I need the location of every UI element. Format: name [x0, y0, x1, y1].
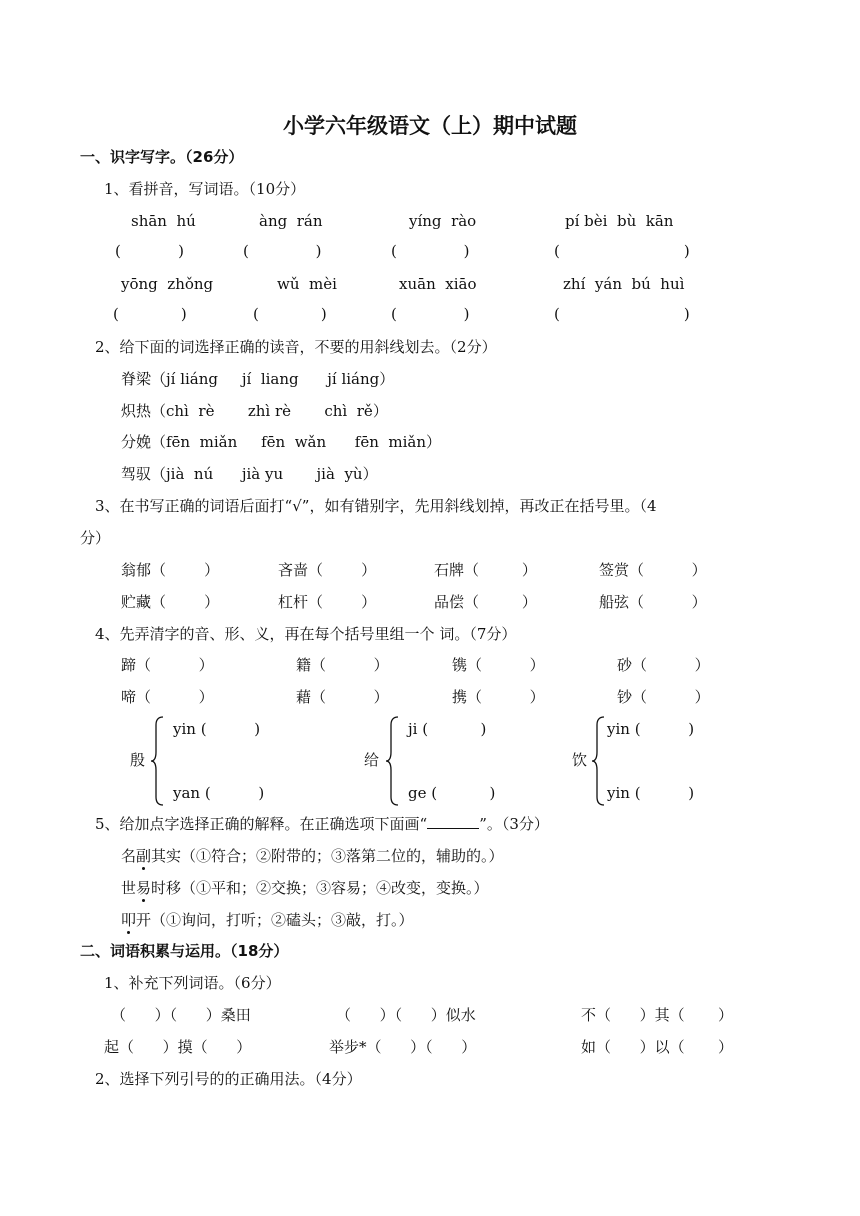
- underline-sample: [427, 814, 479, 829]
- q5-prompt-text: 5、给加点字选择正确的解释。在正确选项下面画“: [95, 815, 428, 833]
- char-group-item[interactable]: 砂（ ）: [617, 656, 710, 674]
- s2-q2-prompt: 2、选择下列引号的的正确用法。（4分）: [95, 1070, 362, 1088]
- word-check-item[interactable]: 吝啬（ ）: [278, 561, 377, 579]
- reading-blank[interactable]: ji ( ): [408, 720, 487, 738]
- idiom-blank[interactable]: 如（ ）以（ ）: [581, 1038, 733, 1056]
- pinyin-item: àng rán: [259, 212, 323, 230]
- dotted-char: 叩: [121, 911, 137, 929]
- page-title: 小学六年级语文（上）期中试题: [283, 114, 577, 138]
- reading-blank[interactable]: yin ( ): [607, 784, 695, 802]
- char-group-item[interactable]: 藉（ ）: [296, 688, 389, 706]
- pinyin-item: zhí yán bú huì: [563, 275, 685, 293]
- word-check-item[interactable]: 杠杆（ ）: [278, 593, 377, 611]
- reading-blank[interactable]: yin ( ): [173, 720, 261, 738]
- definition-item[interactable]: [121, 910, 414, 930]
- q4-prompt: 4、先弄清字的音、形、义，再在每个括号里组一个 词。（7分）: [95, 625, 517, 643]
- answer-blank[interactable]: ( ): [554, 305, 690, 323]
- reading-choice-line: 脊梁（jí liáng jí liang jí liáng）: [121, 370, 395, 388]
- char-group-item[interactable]: 蹄（ ）: [121, 656, 214, 674]
- dotted-char: 副: [136, 847, 152, 865]
- char-group-item[interactable]: 镌（ ）: [452, 656, 545, 674]
- answer-blank[interactable]: ( ): [243, 242, 322, 260]
- q5-prompt-text: ”。（3分）: [479, 815, 549, 833]
- pinyin-item: shān hú: [131, 212, 196, 230]
- answer-blank[interactable]: ( ): [554, 242, 690, 260]
- idiom-blank[interactable]: 起（ ）摸（ ）: [104, 1038, 252, 1056]
- char-group-item[interactable]: 啼（ ）: [121, 688, 214, 706]
- q3-prompt-cont: 分）: [80, 529, 111, 547]
- pinyin-item: yíng rào: [409, 212, 477, 230]
- char-group-item[interactable]: 籍（ ）: [296, 656, 389, 674]
- reading-blank[interactable]: yin ( ): [607, 720, 695, 738]
- idiom-blank[interactable]: （ ）（ ）桑田: [111, 1006, 251, 1024]
- pinyin-item: pí bèi bù kān: [565, 212, 674, 230]
- dotted-char: 易: [136, 879, 152, 897]
- item-text: 开（①询问，打听；②磕头；③敲，打。）: [136, 911, 414, 929]
- idiom-blank[interactable]: 举步*（ ）（ ）: [329, 1038, 477, 1056]
- s2-q1-prompt: 1、补充下列词语。（6分）: [104, 974, 281, 992]
- brace-icon: [385, 716, 399, 806]
- answer-blank[interactable]: ( ): [253, 305, 327, 323]
- pinyin-item: yōng zhǒng: [121, 275, 214, 293]
- answer-blank[interactable]: ( ): [391, 305, 470, 323]
- q1-prompt: 1、看拼音，写词语。（10分）: [104, 180, 306, 198]
- idiom-blank[interactable]: （ ）（ ）似水: [336, 1006, 476, 1024]
- polyphone-char: 饮: [572, 751, 588, 769]
- answer-blank[interactable]: ( ): [391, 242, 470, 260]
- word-check-item[interactable]: 船弦（ ）: [599, 593, 707, 611]
- reading-blank[interactable]: ge ( ): [408, 784, 496, 802]
- word-check-item[interactable]: 翁郁（ ）: [121, 561, 220, 579]
- section-1-heading: 一、识字写字。（26分）: [80, 148, 244, 166]
- item-text: 其实（①符合；②附带的；③落第二位的，辅助的。）: [151, 847, 504, 865]
- brace-icon: [591, 716, 605, 806]
- pinyin-item: xuān xiāo: [399, 275, 477, 293]
- word-check-item[interactable]: 石牌（ ）: [434, 561, 537, 579]
- reading-choice-line: 炽热（chì rè zhì rè chì rě）: [121, 402, 388, 420]
- definition-item[interactable]: [121, 878, 489, 898]
- char-group-item[interactable]: 携（ ）: [452, 688, 545, 706]
- reading-choice-line: 驾驭（jià nú jià yu jià yù）: [121, 465, 378, 483]
- brace-icon: [150, 716, 164, 806]
- definition-item[interactable]: [121, 846, 504, 866]
- pinyin-item: wǔ mèi: [277, 275, 337, 293]
- reading-choice-line: 分娩（fēn miǎn fēn wǎn fēn miǎn）: [121, 433, 442, 451]
- word-check-item[interactable]: 贮藏（ ）: [121, 593, 220, 611]
- char-group-item[interactable]: 钞（ ）: [617, 688, 710, 706]
- answer-blank[interactable]: ( ): [115, 242, 184, 260]
- q5-prompt: [95, 814, 549, 834]
- section-2-heading: 二、词语积累与运用。（18分）: [80, 942, 289, 960]
- q2-prompt: 2、给下面的词选择正确的读音，不要的用斜线划去。（2分）: [95, 338, 497, 356]
- idiom-blank[interactable]: 不（ ）其（ ）: [581, 1006, 733, 1024]
- reading-blank[interactable]: yan ( ): [173, 784, 265, 802]
- word-check-item[interactable]: 签赏（ ）: [599, 561, 707, 579]
- polyphone-char: 殷: [130, 751, 146, 769]
- polyphone-char: 给: [364, 751, 380, 769]
- item-text: 名: [121, 847, 137, 865]
- q3-prompt: 3、在书写正确的词语后面打“√”，如有错别字，先用斜线划掉，再改正在括号里。（4: [95, 497, 657, 515]
- word-check-item[interactable]: 品偿（ ）: [434, 593, 537, 611]
- item-text: 时移（①平和；②交换；③容易；④改变，变换。）: [151, 879, 489, 897]
- answer-blank[interactable]: ( ): [113, 305, 187, 323]
- item-text: 世: [121, 879, 137, 897]
